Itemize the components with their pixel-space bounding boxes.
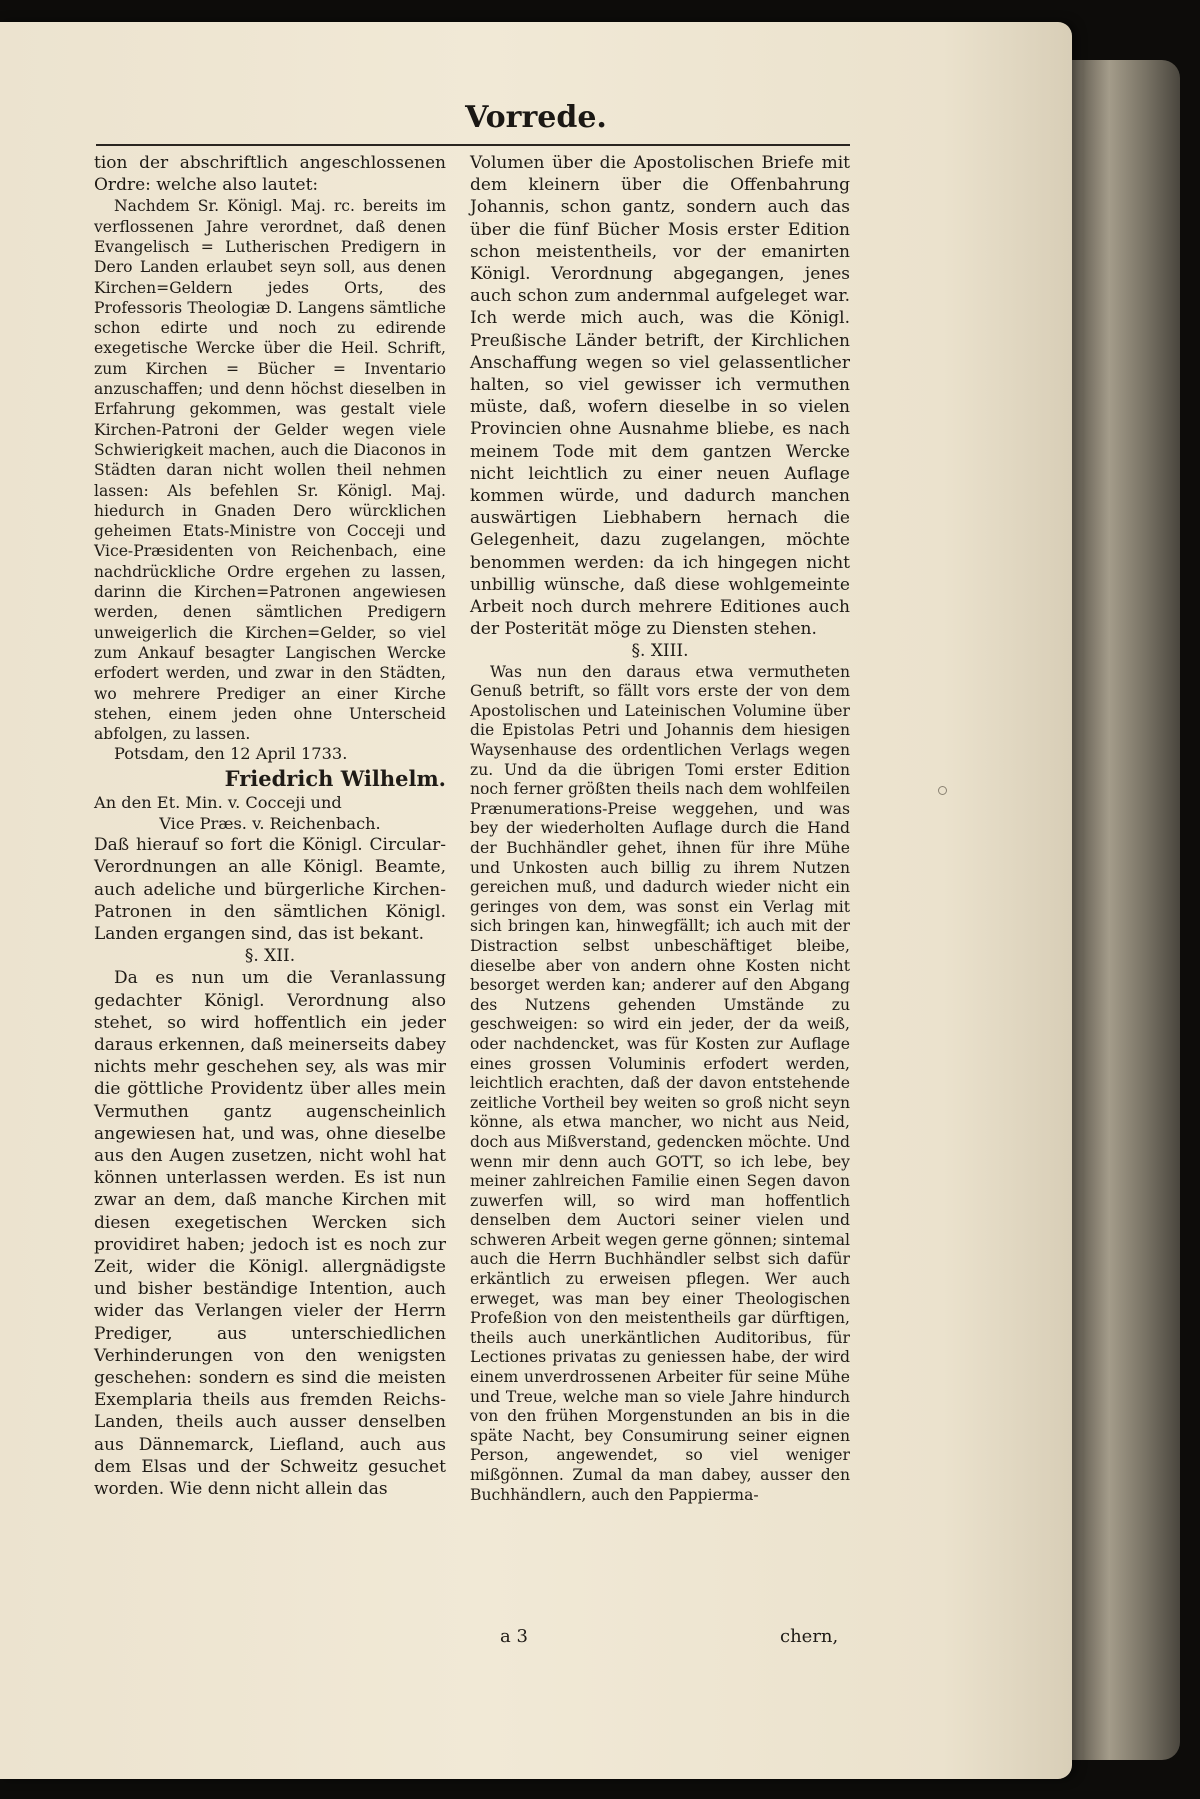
edict-signature: Friedrich Wilhelm.: [224, 766, 446, 792]
edict-address-line-1: An den Et. Min. v. Cocceji und: [94, 793, 342, 813]
section-xii-heading: §. XII.: [244, 946, 296, 967]
page-blemish: [938, 786, 947, 795]
catchword: chern,: [780, 1626, 839, 1647]
book-page-edges: [1062, 60, 1180, 1760]
section-xii-text: Da es nun um die Veranlassung gedachter Königl. Verordnung also stehet, so wird hoffentlich ein jeder daraus erkennen, daß meinerseits dabey nichts mehr geschehen sey, als was mir die göttliche Providentz über alles mein Vermuthen gantz augenscheinlich angewiesen hat, und was, ohne dieselbe aus den Augen zusetzen, nicht wohl hat können unterlassen werden. Es ist nun zwar an dem, daß manche Kirchen mit diesen exegetischen Wercken sich providiret haben; jedoch ist es noch zur Zeit, wider die Königl. allergnädigste und bisher beständige Intention, auch wider das Verlangen vieler der Herrn Prediger, aus unterschiedlichen Verhinderungen von den wenigsten geschehen: sondern es sind die meisten Exemplaria theils aus fremden Reichs-Landen, theils auch ausser denselben aus Dännemarck, Liefland, auch aus dem Elsas und der Schweitz gesuchet worden. Wie denn nicht allein das: [94, 968, 446, 1500]
after-edict-text: Daß hierauf so fort die Königl. Circular-Verordnungen an alle Königl. Beamte, auch adeliche und bürgerliche Kirchen-Patronen in den sämtlichen Königl. Landen ergangen sind, das ist bekant.: [94, 835, 446, 945]
section-xiii-text: Was nun den daraus etwa vermutheten Genuß betrift, so fällt vors erste der von dem Apostolischen und Lateinischen Volumine über die Epistolas Petri und Johannis dem hiesigen Waysenhause des ordentlichen Verlags wegen zu. Und da die übrigen Tomi erster Edition noch ferner größten theils nach dem wohlfeilen Prænumerations-Preise weggehen, und was bey der wiederholten Auflage durch die Hand der Buchhändler gehet, ihnen für ihre Mühe und Unkosten auch billig zu ihrem Nutzen gereichen muß, und dadurch wieder nicht ein geringes von dem, was sonst ein Verlag mit sich bringen kan, hinwegfällt; ich auch mit der Distraction selbst unbeschäftiget bleibe, dieselbe aber von andern ohne Kosten nicht besorget werden kan; anderer auf den Abgang des Nutzens gehenden Umstände zu geschweigen: so wird ein jeder, der da weiß, oder nachdencket, was für Kosten zur Auflage eines grossen Voluminis erfodert werden, leichtlich erachten, daß der davon entstehende zeitliche Vortheil bey weiten so groß nicht seyn könne, als etwa mancher, wo nicht aus Neid, doch aus Mißverstand, gedencken möchte. Und wenn mir denn auch GOTT, so ich lebe, bey meiner zahlreichen Familie einen Segen davon zuwerfen will, so wird man hoffentlich denselben dem Auctori seiner vielen und schweren Arbeit wegen gerne gönnen; sintemal auch die Herrn Buchhändler selbst sich dafür erkäntlich zu erweisen pflegen. Wer auch erweget, was man bey einer Theologischen Profeßion von den meistentheils gar dürftigen, theils auch unerkäntlichen Auditoribus, für Lectiones privatas zu geniessen habe, der wird einem unverdrossenen Arbeiter für seine Mühe und Treue, welche man so viele Jahre hindurch von den frühen Morgenstunden an bis in die späte Nacht, bey Consumirung seiner eignen Person, angewendet, so viel weniger mißgönnen. Zumal da man dabey, ausser den Buchhändlern, auch den Pappierma-: [470, 662, 850, 1504]
left-column: [94, 152, 446, 1500]
continuation-text: Volumen über die Apostolischen Briefe mit dem kleinern über die Offenbahrung Johannis, schon gantz, sondern auch das über die fünf Bücher Mosis erster Edition schon meistentheils, vor der emanirten Königl. Verordnung abgegangen, jenes auch schon zum andernmal aufgeleget war. Ich werde mich auch, was die Königl. Preußische Länder betrift, der Kirchlichen Anschaffung wegen so viel gelassentlicher halten, so viel gewisser ich vermuthen müste, daß, wofern dieselbe in so vielen Provincien ohne Ausnahme bliebe, es nach meinem Tode mit dem gantzen Wercke nicht leichtlich zu einer neuen Auflage kommen würde, und dadurch manchen auswärtigen Liebhabern hernach die Gelegenheit, dazu zugelangen, möchte benommen werden: da ich hingegen nicht unbillig wünsche, daß diese wohlgemeinte Arbeit noch durch mehrere Editiones auch der Posterität möge zu Diensten stehen.: [470, 153, 850, 640]
right-column: [470, 152, 850, 1505]
edict-text: Nachdem Sr. Königl. Maj. rc. bereits im verflossenen Jahre verordnet, daß denen Evangelisch = Lutherischen Predigern in Dero Landen erlaubet seyn soll, aus denen Kirchen=Geldern jedes Orts, des Professoris Theologiæ D. Langens sämtliche schon edirte und noch zu edirende exegetische Wercke über die Heil. Schrift, zum Kirchen = Bücher = Inventario anzuschaffen; und denn höchst dieselben in Erfahrung gekommen, was gestalt viele Kirchen-Patroni der Gelder wegen viele Schwierigkeit machen, auch die Diaconos in Städten daran nicht wollen theil nehmen lassen: Als befehlen Sr. Königl. Maj. hiedurch in Gnaden Dero würcklichen geheimen Etats-Ministre von Cocceji und Vice-Præsidenten von Reichenbach, eine nachdrückliche Ordre ergehen zu lassen, darinn die Kirchen=Patronen angewiesen werden, denen sämtlichen Predigern unweigerlich die Kirchen=Gelder, so viel zum Ankauf besagter Langischen Wercke erfodert werden, und zwar in den Städten, wo mehrere Prediger an einer Kirche stehen, einem jeden ohne Unterscheid abfolgen, zu lassen.: [94, 197, 446, 744]
intro-text: tion der abschriftlich angeschlossenen Ordre: welche also lautet:: [94, 153, 446, 196]
running-head: Vorrede.: [465, 100, 607, 135]
section-xiii-heading: §. XIII.: [631, 641, 689, 662]
signature-mark: a 3: [500, 1626, 528, 1647]
edict-date: Potsdam, den 12 April 1733.: [114, 744, 348, 764]
header-rule: [96, 144, 850, 146]
edict-address-line-2: Vice Præs. v. Reichenbach.: [159, 813, 381, 833]
